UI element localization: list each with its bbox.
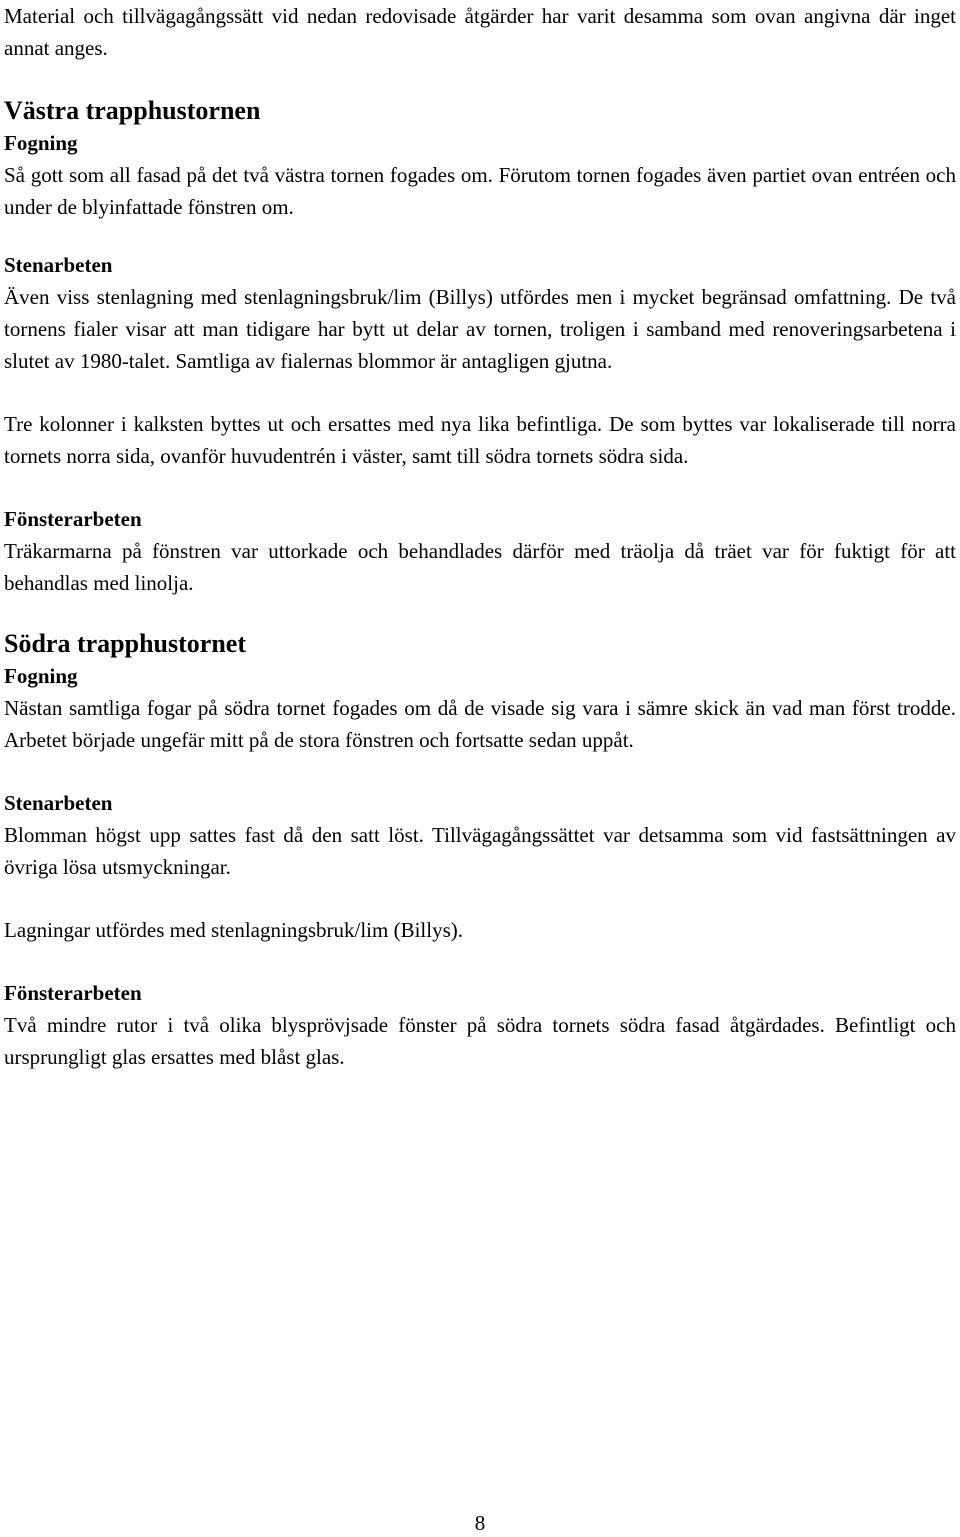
document-page [4,0,956,1073]
paragraph-south-fogning: Nästan samtliga fogar på södra tornet fogades om då de visade sig vara i sämre skick än vad man först trodde. Arbetet började ungefär mitt på de stora fönstren och fortsatte sedan uppåt. [4,696,956,752]
paragraph-south-fonsterarbeten: Två mindre rutor i två olika blysprövjsade fönster på södra tornets södra fasad åtgärdades. Befintligt och ursprungligt glas ersattes med blåst glas. [4,1013,956,1069]
paragraph-west-stenarbeten-2: Tre kolonner i kalksten byttes ut och ersattes med nya lika befintliga. De som byttes var lokaliserade till norra tornets norra sida, ovanför huvudentrén i väster, samt till södra tornets södra sida. [4,412,956,468]
section-title-south: Södra trapphustornet [4,629,246,658]
paragraph-south-stenarbeten-2: Lagningar utfördes med stenlagningsbruk/lim (Billys). [4,918,464,942]
paragraph-south-stenarbeten-1: Blomman högst upp sattes fast då den satt löst. Tillvägagångssättet var detsamma som vid fastsättningen av övriga lösa utsmyckningar. [4,823,956,879]
subheading-west-fonsterarbeten: Fönsterarbeten [4,507,142,531]
paragraph-west-fogning: Så gott som all fasad på det två västra tornen fogades om. Förutom tornen fogades även partiet ovan entréen och under de blyinfattade fönstren om. [4,163,956,219]
paragraph-west-stenarbeten-1: Även viss stenlagning med stenlagningsbruk/lim (Billys) utfördes men i mycket begränsad omfattning. De två tornens fialer visar att man tidigare har bytt ut delar av tornen, troligen i samband med renoveringsarbetena i slutet av 1980-talet. Samtliga av fialernas blommor är antagligen gjutna. [4,285,956,373]
section-title-west: Västra trapphustornen [4,96,261,125]
subheading-south-fogning: Fogning [4,664,78,688]
paragraph-west-fonsterarbeten: Träkarmarna på fönstren var uttorkade och behandlades därför med träolja då träet var för fuktigt för att behandlas med linolja. [4,539,956,595]
subheading-south-fonsterarbeten: Fönsterarbeten [4,981,142,1005]
subheading-west-stenarbeten: Stenarbeten [4,253,113,277]
subheading-west-fogning: Fogning [4,131,78,155]
page-number: 8 [474,1511,486,1535]
intro-paragraph: Material och tillvägagångssätt vid nedan redovisade åtgärder har varit desamma som ovan angivna där inget annat anges. [4,4,956,60]
subheading-south-stenarbeten: Stenarbeten [4,791,113,815]
